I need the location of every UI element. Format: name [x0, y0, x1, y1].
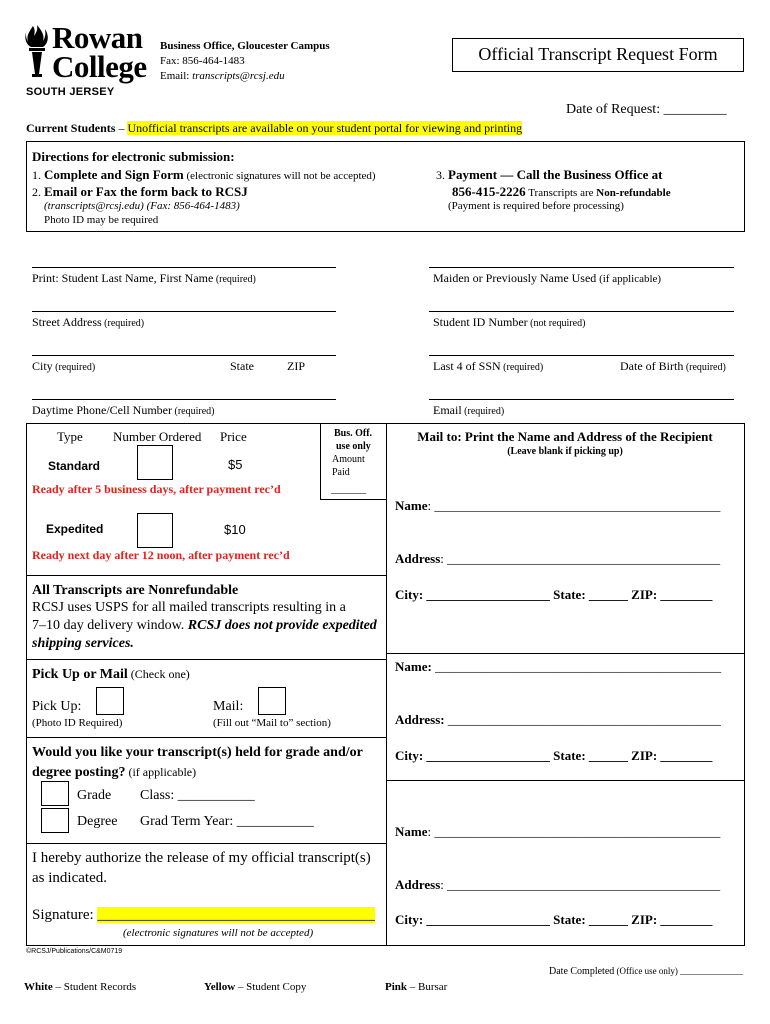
copy-white: White – Student Records [24, 981, 137, 993]
step-3-transcripts: Transcripts are [525, 187, 597, 199]
direction-step-3 [436, 166, 662, 184]
order-header-type: Type [57, 429, 83, 444]
bus-off-use-only: use only [336, 441, 371, 452]
city-label: City (required) [32, 359, 96, 373]
direction-step-3-note: (Payment is required before processing) [448, 200, 624, 212]
office-fax: Fax: 856-464-1483 [160, 55, 245, 67]
street-address-label: Street Address (required) [32, 315, 145, 329]
logo-subtitle: SOUTH JERSEY [26, 86, 115, 98]
mailto-subtitle: (Leave blank if picking up) [507, 446, 623, 457]
expedited-price: $10 [224, 522, 246, 537]
student-name-line[interactable] [32, 267, 336, 268]
nonrefundable-line-2: 7–10 day delivery window. RCSJ does not provide expedited [32, 618, 377, 633]
recipient-1-address[interactable]: Address: __________________________________________ [395, 551, 721, 566]
direction-photo-id: Photo ID may be required [44, 214, 159, 226]
degree-checkbox[interactable] [41, 808, 69, 833]
degree-label: Degree [77, 814, 118, 829]
step-3-num: 3. [436, 168, 448, 182]
pickup-note: (Photo ID Required) [32, 717, 123, 729]
hold-question-line-1: Would you like your transcript(s) held for grade and/or [32, 745, 363, 760]
standard-quantity-box[interactable] [137, 445, 173, 480]
grad-term-field[interactable]: Grad Term Year: ___________ [140, 814, 314, 829]
signature-label: Signature: [32, 907, 98, 923]
current-students-note [26, 121, 522, 136]
recipient-3-name[interactable]: Name: ____________________________________________ [395, 824, 721, 839]
torch-icon [24, 24, 50, 80]
step-3-text: Payment — Call the Business Office at [448, 167, 663, 182]
form-title: Official Transcript Request Form [478, 44, 718, 64]
nonrefundable-line-3: shipping services. [32, 636, 134, 651]
phone-line[interactable] [32, 399, 336, 400]
dob-label: Date of Birth (required) [620, 359, 726, 373]
pickup-checkbox[interactable] [96, 687, 124, 715]
standard-price: $5 [228, 457, 243, 472]
recipient-2-address[interactable]: Address: __________________________________________ [395, 712, 721, 727]
signature-note: (electronic signatures will not be accepted) [123, 927, 314, 939]
maiden-name-line[interactable] [429, 267, 734, 268]
nonrefundable-line-1: RCSJ uses USPS for all mailed transcripts resulting in a [32, 600, 346, 615]
current-students-label: Current Students [26, 121, 116, 135]
recipient-1-name[interactable]: Name: ____________________________________________ [395, 498, 721, 513]
bus-off-paid: Paid [332, 467, 350, 478]
step-2-num: 2. [32, 185, 44, 199]
state-label: State [230, 359, 254, 373]
bus-off-title: Bus. Off. [334, 428, 373, 439]
student-id-label: Student ID Number (not required) [433, 315, 586, 329]
signature-line[interactable]: _____________________________________ [97, 907, 375, 923]
maiden-name-label: Maiden or Previously Name Used (if applicable) [433, 271, 662, 285]
standard-label: Standard [48, 459, 101, 473]
step-1-num: 1. [32, 168, 44, 182]
direction-step-2-detail: (transcripts@rcsj.edu) (Fax: 856-464-1483) [44, 200, 240, 212]
expedited-note: Ready next day after 12 noon, after payment rec’d [32, 548, 290, 562]
date-of-request[interactable]: Date of Request: _________ [566, 102, 727, 117]
step-3-nonrefundable: Non-refundable [596, 187, 671, 199]
bus-off-amount: Amount [332, 454, 365, 465]
recipient-1-city-state-zip[interactable]: City: ___________________ State: ______ ZIP: ________ [395, 587, 713, 602]
current-students-dash: – [115, 121, 128, 135]
expedited-label: Expedited [46, 522, 104, 536]
date-completed: Date Completed (Office use only) ______________ [549, 966, 744, 977]
pickup-title: Pick Up or Mail (Check one) [32, 667, 190, 682]
copy-pink: Pink – Bursar [385, 981, 448, 993]
class-field[interactable]: Class: ___________ [140, 788, 255, 803]
ssn-label: Last 4 of SSN (required) [433, 359, 544, 373]
phone-label: Daytime Phone/Cell Number (required) [32, 403, 215, 417]
step-1-text: Complete and Sign Form [44, 167, 184, 182]
office-email-value: transcripts@rcsj.edu [192, 70, 285, 82]
logo [24, 20, 147, 98]
grade-label: Grade [77, 788, 112, 803]
office-name: Business Office, Gloucester Campus [160, 40, 330, 52]
logo-word-rowan: Rowan [52, 20, 143, 55]
step-3-phone: 856-415-2226 [452, 184, 526, 199]
recipient-3-address[interactable]: Address: __________________________________________ [395, 877, 721, 892]
copy-yellow: Yellow – Student Copy [204, 981, 307, 993]
direction-step-2 [32, 183, 248, 201]
logo-word-college: College [52, 49, 147, 84]
unofficial-note: Unofficial transcripts are available on your student portal for viewing and printing [127, 121, 523, 135]
student-name-label: Print: Student Last Name, First Name (required) [32, 271, 256, 285]
city-line[interactable] [32, 355, 336, 356]
direction-step-1 [32, 166, 376, 184]
zip-label: ZIP [287, 359, 305, 373]
recipient-2-name[interactable]: Name: ____________________________________________ [395, 659, 722, 674]
direction-step-3-phone [452, 183, 671, 201]
mail-note: (Fill out “Mail to” section) [213, 717, 331, 729]
mail-checkbox[interactable] [258, 687, 286, 715]
recipient-2-city-state-zip[interactable]: City: ___________________ State: ______ ZIP: ________ [395, 748, 713, 763]
mail-label: Mail: [213, 699, 244, 714]
authorization-line-1: I hereby authorize the release of my official transcript(s) [32, 850, 371, 866]
signature-row [32, 907, 375, 924]
street-address-line[interactable] [32, 311, 336, 312]
office-email-label: Email: [160, 70, 193, 82]
expedited-quantity-box[interactable] [137, 513, 173, 548]
pickup-label: Pick Up: [32, 699, 82, 714]
step-1-note: (electronic signatures will not be accepted) [183, 170, 376, 182]
authorization-line-2: as indicated. [32, 870, 107, 886]
copyright-note: ©RCSJ/Publications/C&M0719 [26, 948, 123, 955]
nonrefundable-title: All Transcripts are Nonrefundable [32, 583, 239, 598]
email-label: Email (required) [433, 403, 505, 417]
ssn-line[interactable] [429, 355, 734, 356]
directions-title: Directions for electronic submission: [32, 149, 235, 164]
email-line[interactable] [429, 399, 734, 400]
hold-question-line-2: degree posting? (if applicable) [32, 765, 197, 780]
student-id-line[interactable] [429, 311, 734, 312]
bus-off-amount-line[interactable]: _______ [331, 484, 366, 495]
order-header-price: Price [220, 429, 247, 444]
office-email [160, 70, 285, 82]
step-2-text: Email or Fax the form back to RCSJ [44, 184, 248, 199]
recipient-3-city-state-zip[interactable]: City: ___________________ State: ______ ZIP: ________ [395, 912, 713, 927]
grade-checkbox[interactable] [41, 781, 69, 806]
mailto-title: Mail to: Print the Name and Address of the Recipient [417, 429, 713, 444]
standard-note: Ready after 5 business days, after payment rec’d [32, 482, 281, 496]
order-header-number: Number Ordered [113, 429, 202, 444]
